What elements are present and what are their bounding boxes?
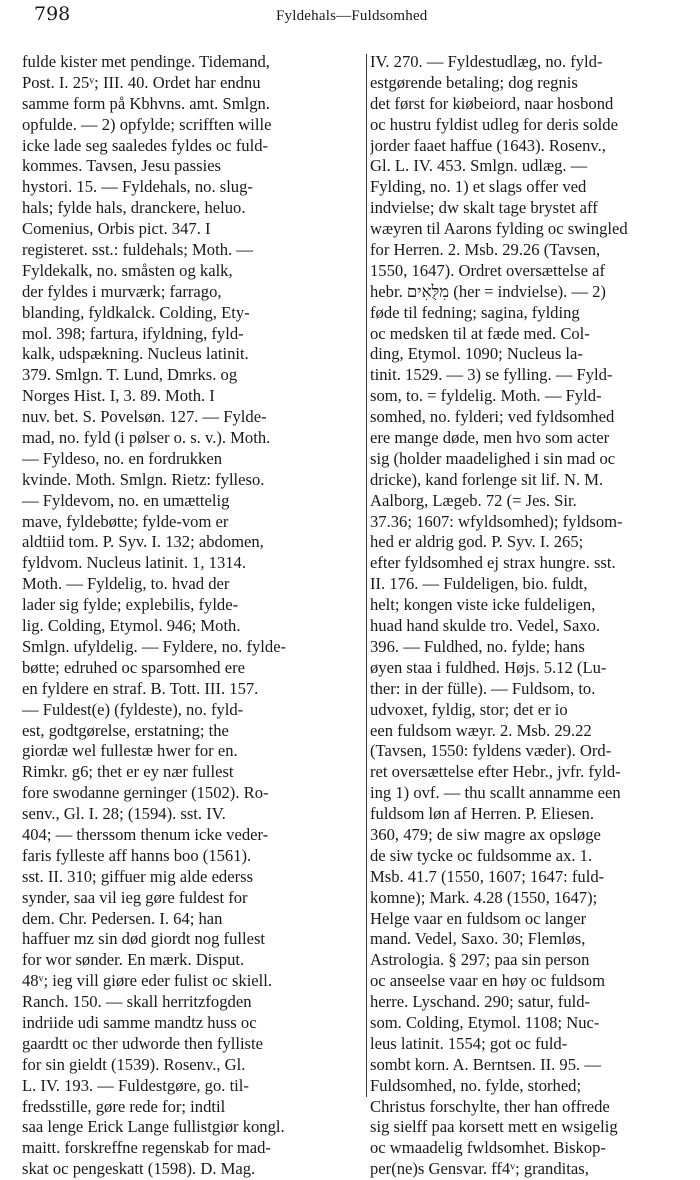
text-line: 1550, 1647). Ordret oversættelse af <box>370 260 606 280</box>
running-head: Fyldehals—Fuldsomhed <box>276 8 428 24</box>
text-line: Aalborg, Lægeb. 72 (= Jes. Sir. <box>370 490 577 510</box>
text-line: 48ᵛ; ieg vill giøre eder fulist oc skiell. <box>22 971 273 991</box>
text-line: 37.36; 1607: wfyldsomhed); fyldsom- <box>370 511 623 531</box>
text-line: kalk, udspækning. Nucleus latinit. <box>22 344 249 364</box>
text-line: oc hustru fyldist udleg for deris solde <box>370 114 618 134</box>
text-line: lig. Colding, Etymol. 946; Moth. <box>22 616 241 636</box>
text-line: for sin gieldt (1539). Rosenv., Gl. <box>22 1054 246 1074</box>
text-line: mad, no. fyld (i pølser o. s. v.). Moth. <box>22 428 271 448</box>
text-line: bøtte; edruhed oc sparsomhed ere <box>22 657 246 677</box>
text-line: giordæ wel fullestæ hwer for en. <box>22 741 238 761</box>
text-line: fyldvom. Nucleus latinit. 1, 1314. <box>22 553 246 573</box>
text-line: oc medsken til at fæde med. Col- <box>370 323 590 343</box>
text-line: — Fyldevom, no. en umættelig <box>22 490 230 510</box>
text-line: føde til fedning; sagina, fylding <box>370 302 580 322</box>
text-line: nuv. bet. S. Povelsøn. 127. — Fylde- <box>22 407 267 427</box>
text-line: blanding, fyldkalck. Colding, Ety- <box>22 302 250 322</box>
text-line: IV. 270. — Fyldestudlæg, no. fyld- <box>370 52 603 71</box>
text-line: jorder faaet haffue (1643). Rosenv., <box>370 135 606 155</box>
text-line: leus latinit. 1554; got oc fuld- <box>370 1033 568 1053</box>
column-divider <box>366 54 367 1097</box>
text-line: mand. Vedel, Saxo. 30; Flemløs, <box>370 929 586 949</box>
text-line: een fuldsom wæyr. 2. Msb. 29.22 <box>370 720 592 740</box>
text-line: Rimkr. g6; thet er ey nær fullest <box>22 762 234 782</box>
text-line: ing 1) ovf. — thu scallt annamme een <box>370 783 621 803</box>
text-line: Astrologia. § 297; paa sin person <box>370 950 590 970</box>
text-line: hed er aldrig god. P. Syv. I. 265; <box>370 532 584 552</box>
text-line: registeret. sst.: fuldehals; Moth. — <box>22 240 253 260</box>
text-line: øyen staa i fuldhed. Højs. 5.12 (Lu- <box>370 657 607 677</box>
text-line: Fylding, no. 1) et slags offer ved <box>370 177 587 197</box>
text-line: Christus forschylte, ther han offrede <box>370 1096 610 1116</box>
text-line: der fyldes i murværk; farrago, <box>22 281 222 301</box>
text-line: dricke), kand forlenge sit lif. N. M. <box>370 469 604 489</box>
text-line: herre. Lyschand. 290; satur, fuld- <box>370 992 591 1012</box>
text-line: udvoxet, fyldig, stor; det er io <box>370 699 568 719</box>
text-line: hals; fylde hals, dranckere, heluo. <box>22 198 246 218</box>
text-line: kommes. Tavsen, Jesu passies <box>22 156 222 176</box>
text-line: ere mange døde, men hvo som acter <box>370 428 610 448</box>
text-line: fulde kister met pendinge. Tidemand, <box>22 52 270 71</box>
text-line: samme form på Kbhvns. amt. Smlgn. <box>22 93 270 113</box>
text-line: indriide udi samme mandtz huss oc <box>22 1012 257 1032</box>
page-number: 798 <box>34 3 71 25</box>
text-line: kvinde. Moth. Smlgn. Rietz: fylleso. <box>22 469 265 489</box>
text-line: faris fylleste aff hanns boo (1561). <box>22 845 252 865</box>
text-line: sig (holder maadelighed i sin mad oc <box>370 448 616 468</box>
text-line: ret oversættelse efter Hebr., jvfr. fyld- <box>370 762 621 782</box>
text-line: maitt. forskreffne regenskab for mad- <box>22 1138 271 1158</box>
right-column <box>370 52 682 1180</box>
text-line: icke lade seg saaledes fyldes oc fuld- <box>22 135 269 155</box>
text-line: saa lenge Erick Lange fullistgiør kongl. <box>22 1117 285 1137</box>
text-line: opfulde. — 2) opfylde; scrifften wille <box>22 114 272 134</box>
text-line: 360, 479; de siw magre ax opsløge <box>370 824 601 844</box>
text-line: sombt korn. A. Berntsen. II. 95. — <box>370 1054 601 1074</box>
text-line: helt; kongen viste icke fuldeligen, <box>370 595 596 615</box>
text-line: — Fyldeso, no. en fordrukken <box>22 448 223 468</box>
text-line: wæyren til Aarons fylding oc swingled <box>370 219 628 239</box>
text-line: huad hand skulde tro. Vedel, Saxo. <box>370 616 601 636</box>
text-line: Ranch. 150. — skall herritzfogden <box>22 992 252 1012</box>
text-line: de siw tycke oc fuldsomme ax. 1. <box>370 845 593 865</box>
text-line: hystori. 15. — Fyldehals, no. slug- <box>22 177 253 197</box>
text-line: mave, fyldebøtte; fylde-vom er <box>22 511 229 531</box>
text-line: somhed, no. fylderi; ved fyldsomhed <box>370 407 615 427</box>
left-column <box>22 52 360 1180</box>
text-line: sig sielff paa korsett mett en wsigelig <box>370 1117 618 1137</box>
text-line: oc anseelse vaar en høy oc fuldsom <box>370 971 605 991</box>
text-line: som. Colding, Etymol. 1108; Nuc- <box>370 1012 600 1032</box>
text-line: haffuer mz sin død giordt nog fullest <box>22 929 266 949</box>
text-line: Comenius, Orbis pict. 347. I <box>22 219 211 239</box>
text-line: for Herren. 2. Msb. 29.26 (Tavsen, <box>370 240 601 260</box>
text-line: Moth. — Fyldelig, to. hvad der <box>22 574 230 594</box>
text-line: som, to. = fyldelig. Moth. — Fyld- <box>370 386 602 406</box>
text-line: for wor sønder. En mærk. Disput. <box>22 950 245 970</box>
text-line: skat oc pengeskatt (1598). D. Mag. <box>22 1159 256 1179</box>
text-line: gaardtt oc ther udworde then fylliste <box>22 1033 263 1053</box>
text-line: Gl. L. IV. 453. Smlgn. udlæg. — <box>370 156 588 176</box>
text-line: senv., Gl. I. 28; (1594). sst. IV. <box>22 804 226 824</box>
text-line: estgørende betaling; dog regnis <box>370 72 578 92</box>
text-line: dem. Chr. Pedersen. I. 64; han <box>22 908 223 928</box>
text-line: lader sig fylde; explebilis, fylde- <box>22 595 239 615</box>
text-line: det først for kiøbeiord, naar hosbond <box>370 93 614 113</box>
text-line: synder, saa vil ieg gøre fuldest for <box>22 887 248 907</box>
text-line: efter fyldsomhed ej strax hungre. sst. <box>370 553 616 573</box>
text-line: est, godtgørelse, erstatning; the <box>22 720 229 740</box>
text-line: fuldsom løn af Herren. P. Eliesen. <box>370 804 594 824</box>
text-line: tinit. 1529. — 3) se fylling. — Fyld- <box>370 365 613 385</box>
text-line: II. 176. — Fuldeligen, bio. fuldt, <box>370 574 588 594</box>
text-line: Norges Hist. I, 3. 89. Moth. I <box>22 386 215 406</box>
text-line: en fyldere en straf. B. Tott. III. 157. <box>22 678 259 698</box>
text-line: komne); Mark. 4.28 (1550, 1647); <box>370 887 598 907</box>
text-line: sst. II. 310; giffuer mig alde ederss <box>22 866 254 886</box>
text-line: 379. Smlgn. T. Lund, Dmrks. og <box>22 365 238 385</box>
text-line: indvielse; dw skalt tage brystet aff <box>370 198 598 218</box>
text-line: fore swodanne gerninger (1502). Ro- <box>22 783 269 803</box>
text-line: L. IV. 193. — Fuldestgøre, go. til- <box>22 1075 249 1095</box>
text-line: — Fuldest(e) (fyldeste), no. fyld- <box>22 699 244 719</box>
text-line: oc wmaadelig fwldsomhet. Biskop- <box>370 1138 606 1158</box>
text-line: per(ne)s Gensvar. ff4ᵛ; granditas, <box>370 1159 589 1179</box>
text-line: Fyldekalk, no. småsten og kalk, <box>22 260 233 280</box>
text-line: Post. I. 25ᵛ; III. 40. Ordet har endnu <box>22 72 261 92</box>
text-line: aldtiid tom. P. Syv. I. 132; abdomen, <box>22 532 264 552</box>
text-line: Helge vaar en fuldsom oc langer <box>370 908 587 928</box>
text-line: (Tavsen, 1550: fyldens væder). Ord- <box>370 741 612 761</box>
text-line: Smlgn. ufyldelig. — Fyldere, no. fylde- <box>22 636 287 656</box>
text-line: 404; — therssom thenum icke veder- <box>22 824 269 844</box>
text-line: ther: in der fülle). — Fuldsom, to. <box>370 678 596 698</box>
text-line: ding, Etymol. 1090; Nucleus la- <box>370 344 583 364</box>
text-line: Fuldsomhed, no. fylde, storhed; <box>370 1075 582 1095</box>
text-line: fredsstille, gøre rede for; indtil <box>22 1096 226 1116</box>
text-line: 396. — Fuldhed, no. fylde; hans <box>370 636 585 656</box>
text-line: mol. 398; fartura, ifyldning, fyld- <box>22 323 244 343</box>
text-line: hebr. מִלֻּאִים (her = indvielse). — 2) <box>370 281 606 301</box>
text-line: Msb. 41.7 (1550, 1607; 1647: fuld- <box>370 866 605 886</box>
